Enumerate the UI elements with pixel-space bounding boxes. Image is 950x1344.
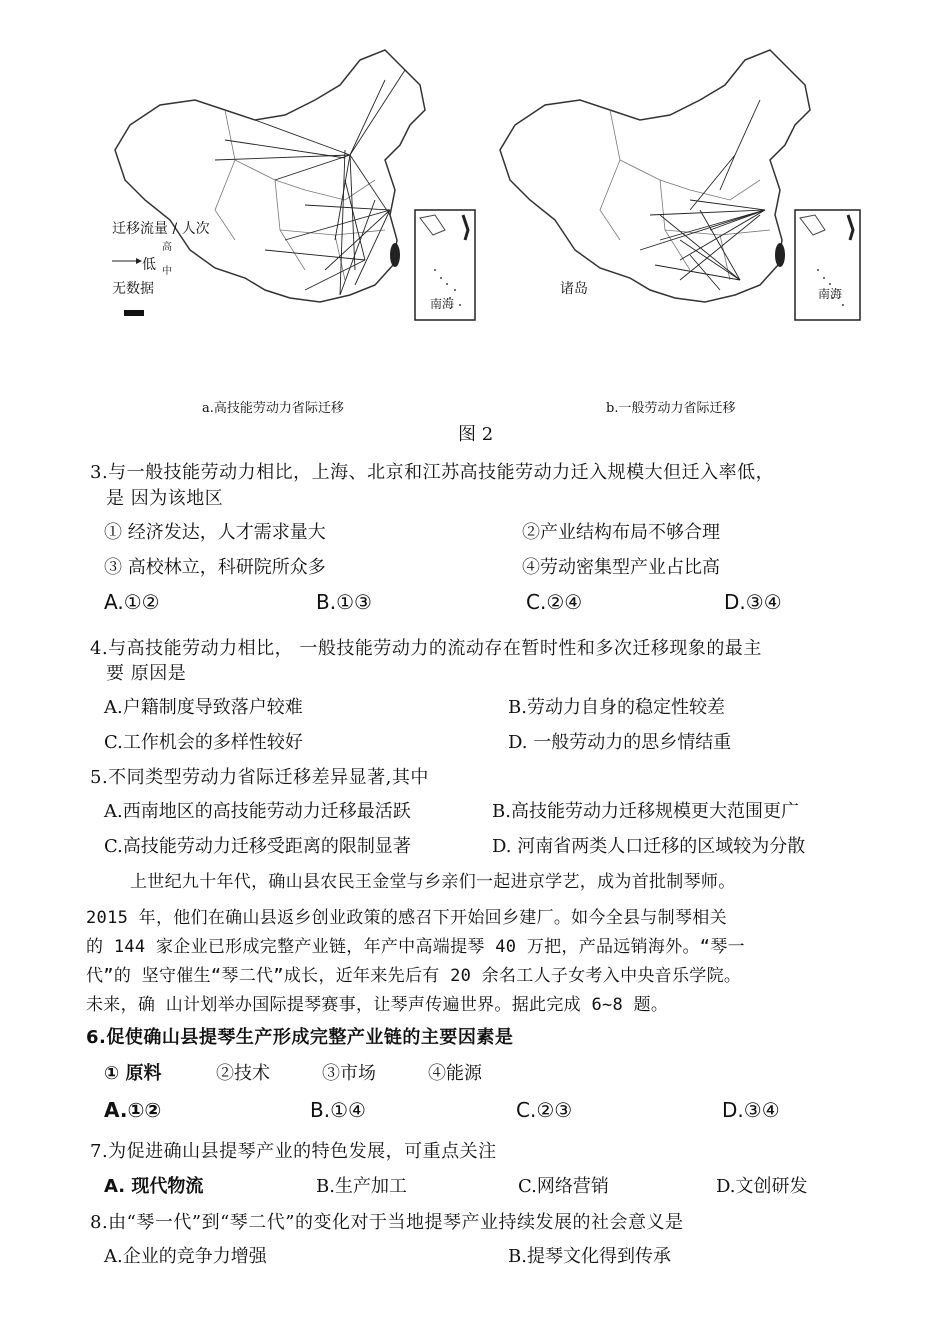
q8-stem: 8.由“琴一代”到“琴二代”的变化对于当地提琴产业持续发展的社会意义是 <box>90 1212 684 1233</box>
q4-option-c: C.工作机会的多样性较好 <box>104 732 303 753</box>
legend-arrow-low <box>112 256 142 266</box>
q7-option-a: A. 现代物流 <box>104 1176 204 1197</box>
legend-nodata-swatch <box>124 310 144 316</box>
q6-item-3: ③市场 <box>322 1063 376 1084</box>
q6-option-b: B.①④ <box>310 1098 366 1122</box>
q5-stem: 5.不同类型劳动力省际迁移差异显著,其中 <box>90 767 429 788</box>
q7-option-b: B.生产加工 <box>316 1176 407 1197</box>
q6-option-a: A.①② <box>104 1098 162 1122</box>
q4-stem-line1: 4.与高技能劳动力相比， 一般技能劳动力的流动存在暂时性和多次迁移现象的最主 <box>90 638 762 659</box>
inset-label-b: 南海 <box>818 287 843 301</box>
caption-b: b.一般劳动力省际迁移 <box>606 401 736 416</box>
legend-mid-label: 中 <box>162 266 172 277</box>
inset-label-a: 南海 <box>430 297 455 311</box>
q6-option-c: C.②③ <box>516 1098 573 1122</box>
passage-line-4: 代”的 坚守催生“琴二代”成长，近年来先后有 20 余名工人子女考入中央音乐学院。 <box>86 966 742 986</box>
legend-title: 迁移流量 / 人次 <box>112 221 210 237</box>
q3-item-4: ④劳动密集型产业占比高 <box>522 557 720 578</box>
q3-item-2: ②产业结构布局不够合理 <box>522 522 720 543</box>
q6-item-2: ②技术 <box>216 1063 270 1084</box>
passage-line-2: 2015 年，他们在确山县返乡创业政策的感召下开始回乡建厂。如今全县与制琴相关 <box>86 908 727 928</box>
q4-option-b: B.劳动力自身的稳定性较差 <box>508 697 725 718</box>
q3-option-d: D.③④ <box>724 590 782 614</box>
q5-option-a: A.西南地区的高技能劳动力迁移最活跃 <box>104 801 411 822</box>
islands-label: 诸岛 <box>560 281 588 297</box>
q3-item-1: ① 经济发达，人才需求量大 <box>104 522 326 543</box>
map-b-general-migration <box>490 40 870 340</box>
caption-a: a.高技能劳动力省际迁移 <box>202 401 344 416</box>
q4-option-d: D. 一般劳动力的思乡情结重 <box>508 732 732 753</box>
q4-option-a: A.户籍制度导致落户较难 <box>104 697 303 718</box>
q3-option-a: A.①② <box>104 590 160 614</box>
china-outline-b <box>500 50 810 302</box>
legend-nodata-label: 无数据 <box>112 281 154 297</box>
passage-line-5: 未来，确 山计划举办国际提琴赛事，让琴声传遍世界。据此完成 6~8 题。 <box>86 995 669 1015</box>
legend-low-label: 低 <box>142 257 156 273</box>
q7-stem: 7.为促进确山县提琴产业的特色发展，可重点关注 <box>90 1141 497 1162</box>
q6-item-4: ④能源 <box>428 1063 482 1084</box>
q7-option-d: D.文创研发 <box>716 1176 808 1197</box>
q6-stem: 6.促使确山县提琴生产形成完整产业链的主要因素是 <box>86 1027 514 1048</box>
q5-option-d: D. 河南省两类人口迁移的区域较为分散 <box>492 836 806 857</box>
q5-option-c: C.高技能劳动力迁移受距离的限制显著 <box>104 836 411 857</box>
q3-item-3: ③ 高校林立，科研院所众多 <box>104 557 326 578</box>
q3-stem-line2: 是 因为该地区 <box>106 488 224 509</box>
passage-line-3: 的 144 家企业已形成完整产业链，年产中高端提琴 40 万把，产品远销海外。“琴一 <box>86 937 745 957</box>
figure-label: 图 2 <box>458 424 494 445</box>
q3-option-c: C.②④ <box>526 590 583 614</box>
map-a-high-skill-migration <box>105 40 485 340</box>
q4-stem-line2: 要 原因是 <box>106 663 187 684</box>
q6-item-1: ① 原料 <box>104 1063 162 1084</box>
q5-option-b: B.高技能劳动力迁移规模更大范围更广 <box>492 801 799 822</box>
q8-option-a: A.企业的竞争力增强 <box>104 1246 267 1267</box>
q7-option-c: C.网络营销 <box>518 1176 609 1197</box>
q8-option-b: B.提琴文化得到传承 <box>508 1246 671 1267</box>
q3-stem-line1: 3.与一般技能劳动力相比，上海、北京和江苏高技能劳动力迁入规模大但迁入率低， <box>90 462 775 483</box>
legend-high-label: 高 <box>162 242 172 253</box>
passage-line-1: 上世纪九十年代，确山县农民王金堂与乡亲们一起进京学艺，成为首批制琴师。 <box>130 872 736 892</box>
q3-option-b: B.①③ <box>316 590 372 614</box>
q6-option-d: D.③④ <box>722 1098 780 1122</box>
